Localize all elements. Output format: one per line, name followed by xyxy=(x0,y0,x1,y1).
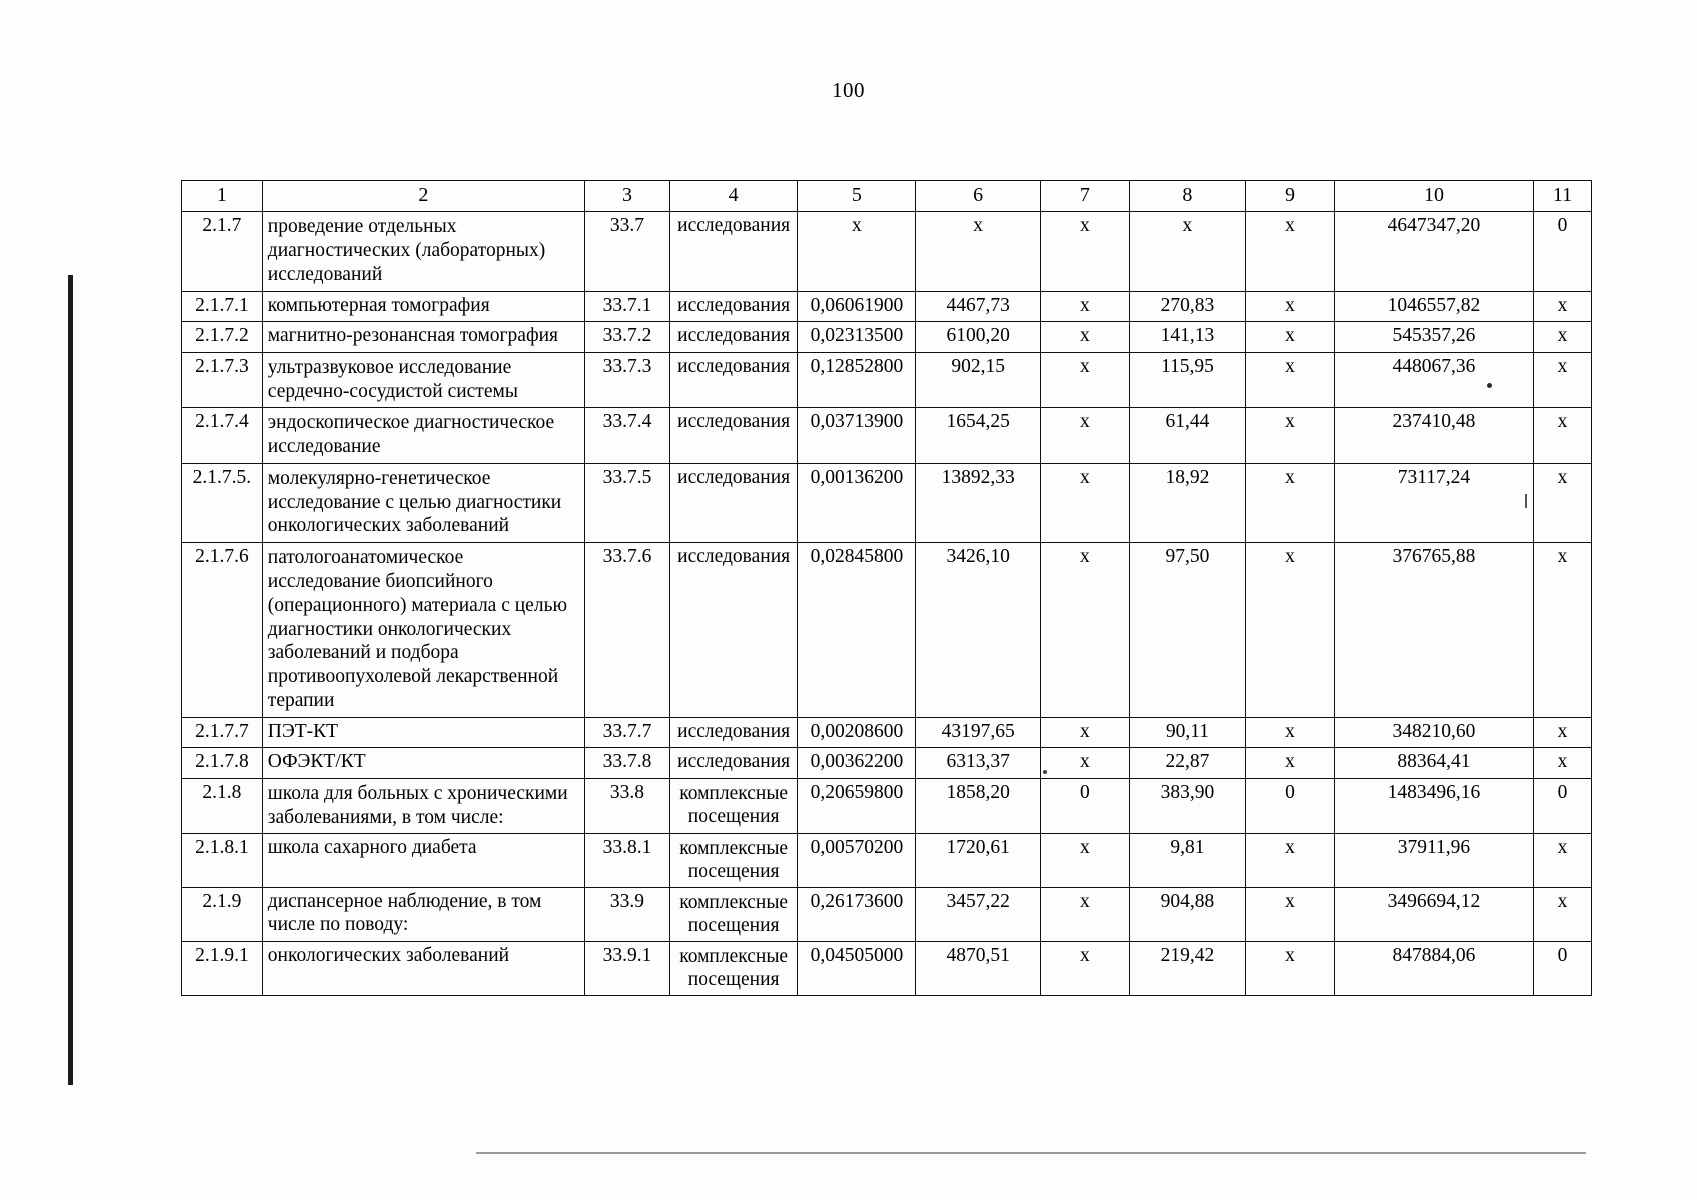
cell-value-10: 3496694,12 xyxy=(1335,888,1534,942)
cell-value-9: x xyxy=(1245,463,1334,542)
cell-value-11: x xyxy=(1533,834,1591,888)
cell-value-5: 0,12852800 xyxy=(798,352,916,408)
cell-code-1: 2.1.7 xyxy=(182,212,263,291)
cell-code-1: 2.1.9 xyxy=(182,888,263,942)
cell-unit: исследования xyxy=(669,212,797,291)
cell-value-9: x xyxy=(1245,543,1334,717)
cell-value-6: 6100,20 xyxy=(916,322,1040,353)
cell-code-1: 2.1.7.3 xyxy=(182,352,263,408)
cell-value-7: x xyxy=(1040,322,1129,353)
cell-code-3: 33.7.4 xyxy=(584,408,669,464)
cell-name: эндоскопическое диагностическое исследование xyxy=(262,408,584,464)
cell-value-9: x xyxy=(1245,322,1334,353)
cell-value-11: x xyxy=(1533,717,1591,748)
cell-unit: исследования xyxy=(669,748,797,779)
cell-value-6: 43197,65 xyxy=(916,717,1040,748)
cell-code-3: 33.7.1 xyxy=(584,291,669,322)
cell-value-10: 37911,96 xyxy=(1335,834,1534,888)
cell-code-1: 2.1.7.7 xyxy=(182,717,263,748)
table-row xyxy=(182,748,1592,779)
table-row xyxy=(182,888,1592,942)
cell-value-11: x xyxy=(1533,888,1591,942)
cell-value-9: x xyxy=(1245,942,1334,996)
cell-value-5: 0,06061900 xyxy=(798,291,916,322)
cell-name: компьютерная томография xyxy=(262,291,584,322)
cell-value-10: 4647347,20 xyxy=(1335,212,1534,291)
cell-name: ПЭТ-КТ xyxy=(262,717,584,748)
cell-code-3: 33.7.5 xyxy=(584,463,669,542)
cell-value-10: 237410,48 xyxy=(1335,408,1534,464)
cell-value-5: 0,20659800 xyxy=(798,778,916,834)
cell-unit: комплексные посещения xyxy=(669,888,797,942)
table-header-row xyxy=(182,181,1592,212)
cell-value-8: 383,90 xyxy=(1129,778,1245,834)
cell-name: ОФЭКТ/КТ xyxy=(262,748,584,779)
cell-value-6: 902,15 xyxy=(916,352,1040,408)
cell-value-9: 0 xyxy=(1245,778,1334,834)
cell-value-7: x xyxy=(1040,352,1129,408)
cell-value-8: 22,87 xyxy=(1129,748,1245,779)
cell-unit: исследования xyxy=(669,408,797,464)
cell-value-9: x xyxy=(1245,748,1334,779)
cell-unit: комплексные посещения xyxy=(669,942,797,996)
column-header: 6 xyxy=(916,181,1040,212)
cell-name: онкологических заболеваний xyxy=(262,942,584,996)
cell-value-9: x xyxy=(1245,408,1334,464)
cell-value-9: x xyxy=(1245,834,1334,888)
cell-value-11: 0 xyxy=(1533,942,1591,996)
cell-value-8: 141,13 xyxy=(1129,322,1245,353)
cell-value-11: x xyxy=(1533,352,1591,408)
cell-value-11: x xyxy=(1533,543,1591,717)
cell-value-5: 0,00362200 xyxy=(798,748,916,779)
cell-value-11: 0 xyxy=(1533,778,1591,834)
cell-value-7: x xyxy=(1040,543,1129,717)
cell-value-7: x xyxy=(1040,834,1129,888)
cell-value-8: 219,42 xyxy=(1129,942,1245,996)
cell-code-3: 33.7.6 xyxy=(584,543,669,717)
cell-value-9: x xyxy=(1245,888,1334,942)
cell-name: молекулярно-генетическое исследование с целью диагностики онкологических заболеваний xyxy=(262,463,584,542)
cell-value-5: 0,02313500 xyxy=(798,322,916,353)
cell-code-3: 33.9 xyxy=(584,888,669,942)
cell-name: школа сахарного диабета xyxy=(262,834,584,888)
cell-code-1: 2.1.7.5. xyxy=(182,463,263,542)
cell-name: проведение отдельных диагностических (лабораторных) исследований xyxy=(262,212,584,291)
cell-value-6: 4870,51 xyxy=(916,942,1040,996)
cell-code-3: 33.7.3 xyxy=(584,352,669,408)
cell-unit: исследования xyxy=(669,291,797,322)
cell-name: диспансерное наблюдение, в том числе по поводу: xyxy=(262,888,584,942)
cell-value-5: 0,03713900 xyxy=(798,408,916,464)
cell-code-3: 33.8 xyxy=(584,778,669,834)
page-number: 100 xyxy=(832,78,865,102)
cell-code-1: 2.1.7.8 xyxy=(182,748,263,779)
cell-value-6: 3426,10 xyxy=(916,543,1040,717)
column-header: 4 xyxy=(669,181,797,212)
cell-value-7: x xyxy=(1040,212,1129,291)
cell-value-11: 0 xyxy=(1533,212,1591,291)
table-row xyxy=(182,322,1592,353)
cell-value-8: 9,81 xyxy=(1129,834,1245,888)
cell-code-1: 2.1.7.4 xyxy=(182,408,263,464)
cell-value-6: x xyxy=(916,212,1040,291)
cell-code-3: 33.7 xyxy=(584,212,669,291)
cell-value-10: 348210,60 xyxy=(1335,717,1534,748)
cell-value-10: 448067,36 xyxy=(1335,352,1534,408)
cell-name: магнитно-резонансная томография xyxy=(262,322,584,353)
cell-code-1: 2.1.7.1 xyxy=(182,291,263,322)
column-header: 7 xyxy=(1040,181,1129,212)
table-row xyxy=(182,717,1592,748)
cell-value-8: 270,83 xyxy=(1129,291,1245,322)
cell-value-9: x xyxy=(1245,212,1334,291)
table-row xyxy=(182,463,1592,542)
column-header: 11 xyxy=(1533,181,1591,212)
cell-code-3: 33.7.2 xyxy=(584,322,669,353)
table-row xyxy=(182,291,1592,322)
cell-value-11: x xyxy=(1533,322,1591,353)
cell-value-5: 0,02845800 xyxy=(798,543,916,717)
cell-value-7: x xyxy=(1040,888,1129,942)
cell-value-7: x xyxy=(1040,463,1129,542)
cell-code-1: 2.1.7.6 xyxy=(182,543,263,717)
table-row xyxy=(182,352,1592,408)
cell-value-11: x xyxy=(1533,291,1591,322)
column-header: 2 xyxy=(262,181,584,212)
cell-value-6: 6313,37 xyxy=(916,748,1040,779)
cell-value-5: 0,00570200 xyxy=(798,834,916,888)
cell-unit: исследования xyxy=(669,352,797,408)
cell-value-7: x xyxy=(1040,408,1129,464)
table-row xyxy=(182,834,1592,888)
cell-code-1: 2.1.8.1 xyxy=(182,834,263,888)
data-table xyxy=(181,180,1592,996)
cell-value-10: 1046557,82 xyxy=(1335,291,1534,322)
cell-unit: исследования xyxy=(669,463,797,542)
cell-value-6: 13892,33 xyxy=(916,463,1040,542)
cell-value-8: 904,88 xyxy=(1129,888,1245,942)
table-row xyxy=(182,942,1592,996)
cell-value-8: x xyxy=(1129,212,1245,291)
cell-value-5: x xyxy=(798,212,916,291)
cell-name: патологоанатомическое исследование биопсийного (операционного) материала с целью диагностики онкологических заболеваний и подбора противоопухолевой лекарственной терапии xyxy=(262,543,584,717)
cell-value-7: 0 xyxy=(1040,778,1129,834)
column-header: 9 xyxy=(1245,181,1334,212)
cell-value-7: x xyxy=(1040,291,1129,322)
cell-value-9: x xyxy=(1245,291,1334,322)
cell-value-5: 0,04505000 xyxy=(798,942,916,996)
cell-value-10: 376765,88 xyxy=(1335,543,1534,717)
cell-value-9: x xyxy=(1245,352,1334,408)
cell-value-6: 3457,22 xyxy=(916,888,1040,942)
cell-value-8: 90,11 xyxy=(1129,717,1245,748)
cell-value-10: 545357,26 xyxy=(1335,322,1534,353)
cell-value-10: 73117,24 xyxy=(1335,463,1534,542)
table-row xyxy=(182,778,1592,834)
column-header: 1 xyxy=(182,181,263,212)
cell-value-8: 115,95 xyxy=(1129,352,1245,408)
cell-value-5: 0,00208600 xyxy=(798,717,916,748)
cell-code-1: 2.1.9.1 xyxy=(182,942,263,996)
column-header: 3 xyxy=(584,181,669,212)
cell-value-10: 1483496,16 xyxy=(1335,778,1534,834)
cell-value-7: x xyxy=(1040,942,1129,996)
column-header: 5 xyxy=(798,181,916,212)
cell-unit: комплексные посещения xyxy=(669,834,797,888)
cell-code-3: 33.7.8 xyxy=(584,748,669,779)
cell-value-10: 847884,06 xyxy=(1335,942,1534,996)
cell-unit: комплексные посещения xyxy=(669,778,797,834)
cell-name: школа для больных с хроническими заболеваниями, в том числе: xyxy=(262,778,584,834)
cell-value-8: 18,92 xyxy=(1129,463,1245,542)
table-row xyxy=(182,212,1592,291)
cell-value-9: x xyxy=(1245,717,1334,748)
table-row xyxy=(182,408,1592,464)
cell-value-8: 61,44 xyxy=(1129,408,1245,464)
cell-value-11: x xyxy=(1533,748,1591,779)
cell-code-1: 2.1.7.2 xyxy=(182,322,263,353)
cell-code-3: 33.9.1 xyxy=(584,942,669,996)
data-table-wrapper xyxy=(181,180,1592,996)
table-row xyxy=(182,543,1592,717)
margin-bar-artifact xyxy=(68,275,73,1085)
column-header: 10 xyxy=(1335,181,1534,212)
cell-value-6: 1858,20 xyxy=(916,778,1040,834)
cell-value-8: 97,50 xyxy=(1129,543,1245,717)
cell-value-5: 0,26173600 xyxy=(798,888,916,942)
cell-unit: исследования xyxy=(669,717,797,748)
cell-code-3: 33.8.1 xyxy=(584,834,669,888)
cell-value-10: 88364,41 xyxy=(1335,748,1534,779)
cell-unit: исследования xyxy=(669,543,797,717)
cell-name: ультразвуковое исследование сердечно-сосудистой системы xyxy=(262,352,584,408)
cell-value-7: x xyxy=(1040,748,1129,779)
column-header: 8 xyxy=(1129,181,1245,212)
cell-value-6: 1720,61 xyxy=(916,834,1040,888)
cell-code-3: 33.7.7 xyxy=(584,717,669,748)
cell-unit: исследования xyxy=(669,322,797,353)
cell-value-6: 1654,25 xyxy=(916,408,1040,464)
footer-divider xyxy=(476,1152,1586,1154)
cell-code-1: 2.1.8 xyxy=(182,778,263,834)
cell-value-11: x xyxy=(1533,463,1591,542)
cell-value-6: 4467,73 xyxy=(916,291,1040,322)
cell-value-11: x xyxy=(1533,408,1591,464)
cell-value-5: 0,00136200 xyxy=(798,463,916,542)
cell-value-7: x xyxy=(1040,717,1129,748)
